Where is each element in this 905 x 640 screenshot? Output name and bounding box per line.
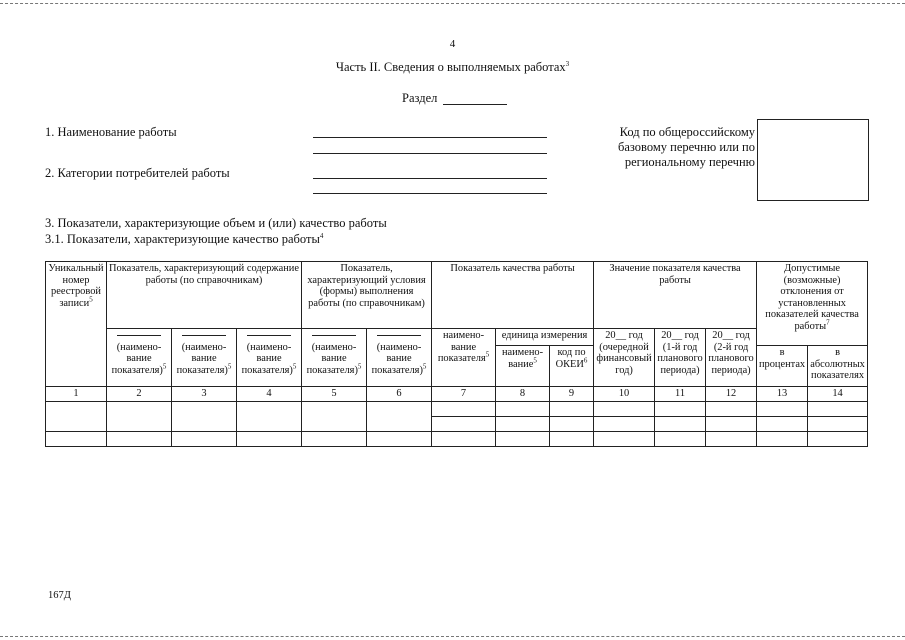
top-dashed-border: [0, 3, 905, 4]
table-cell[interactable]: [172, 401, 237, 431]
bottom-dashed-border: [0, 636, 905, 637]
subheader-deviation-percent: [757, 346, 808, 387]
header-quality-value: [594, 262, 757, 329]
consumers-text: 2. Категории потребителей работы: [45, 166, 230, 180]
column-number: 3: [172, 387, 237, 402]
header-unique-footnote: 5: [89, 295, 93, 304]
subheader-name-footnote: 5: [422, 362, 427, 371]
data-row: [46, 431, 868, 446]
page-number-text: 4: [449, 38, 456, 50]
column-number: 2: [107, 387, 172, 402]
subheader-name-text: (наимено- вание показателя): [306, 341, 358, 376]
code-box-line-1: Код по общероссийскому: [619, 125, 755, 139]
table-cell[interactable]: [46, 401, 107, 431]
column-number: 10: [594, 387, 655, 402]
header-value-text: Значение показателя качества работы: [609, 263, 741, 286]
column-number: 14: [808, 387, 868, 402]
column-number-row: [46, 387, 868, 402]
table-cell[interactable]: [706, 401, 757, 416]
table-cell[interactable]: [367, 431, 432, 446]
section-label-text: Раздел: [402, 91, 438, 105]
table-cell[interactable]: [550, 401, 594, 416]
blank-line: [377, 334, 421, 336]
section-label: [402, 91, 437, 106]
table-cell[interactable]: [237, 401, 302, 431]
table-cell[interactable]: [594, 431, 655, 446]
blank-line: [312, 334, 356, 336]
header-content-text: Показатель, характеризующий содержание работы (по справочникам): [109, 263, 299, 286]
table-cell[interactable]: [302, 431, 367, 446]
table-cell[interactable]: [594, 416, 655, 431]
subheader-name-text: (наимено- вание показателя): [241, 341, 293, 376]
subheader-absolute-text: в абсолютных показателях: [810, 347, 865, 381]
table-cell[interactable]: [808, 416, 868, 431]
subheader-name-text: (наимено- вание показателя): [371, 341, 423, 376]
subheader-name-footnote: 5: [292, 362, 297, 371]
subheader-name-text: (наимено- вание показателя): [111, 341, 163, 376]
quality-indicators-table: [45, 261, 868, 447]
blank-line: [117, 334, 161, 336]
header-deviation-footnote: 7: [826, 318, 830, 327]
subheader-unit-name-footnote: 5: [533, 356, 537, 365]
subheader-okei: [550, 346, 594, 387]
consumers-label: [45, 166, 230, 181]
form-code-text: 167Д: [48, 590, 71, 601]
column-number: 7: [432, 387, 496, 402]
subheader-quality-name-text: наимено- вание показателя: [437, 330, 486, 364]
subheader-quality-name-footnote: 5: [485, 350, 490, 359]
consumers-line-1[interactable]: [313, 178, 547, 179]
header-row-2: [46, 329, 868, 346]
code-box-line-2: базовому перечню или по: [618, 140, 755, 154]
table-cell[interactable]: [432, 431, 496, 446]
header-unique-text: Уникальный номер реестровой записи: [48, 263, 104, 309]
header-conditions-indicator: [302, 262, 432, 329]
code-box-label: [590, 125, 755, 170]
column-number: 12: [706, 387, 757, 402]
subheader-year-3-text: 20__ год (2-й год планового периода): [708, 330, 754, 376]
blank-line: [247, 334, 291, 336]
header-unique-number: [46, 262, 107, 387]
column-number: 13: [757, 387, 808, 402]
column-number: 1: [46, 387, 107, 402]
subheader-content-name-1: [107, 329, 172, 387]
table-cell[interactable]: [172, 431, 237, 446]
table-cell[interactable]: [432, 401, 496, 416]
table-cell[interactable]: [107, 401, 172, 431]
consumers-line-2[interactable]: [313, 193, 547, 194]
part-title: [0, 60, 905, 75]
section31-heading: [45, 232, 323, 247]
work-name-line-1[interactable]: [313, 137, 547, 138]
table-cell[interactable]: [655, 401, 706, 416]
table-cell[interactable]: [706, 416, 757, 431]
subheader-quality-name: [432, 329, 496, 387]
subheader-deviation-absolute: [808, 346, 868, 387]
subheader-name-text: (наимено- вание показателя): [176, 341, 228, 376]
table-cell[interactable]: [237, 431, 302, 446]
table-cell[interactable]: [367, 401, 432, 431]
section-line: [443, 104, 507, 105]
table-cell[interactable]: [496, 431, 550, 446]
header-deviation: [757, 262, 868, 346]
table-cell[interactable]: [808, 431, 868, 446]
column-number: 6: [367, 387, 432, 402]
subheader-unit-name-text: наимено- вание: [501, 347, 544, 370]
subheader-year-2-text: 20__ год (1-й год планового периода): [657, 330, 703, 376]
subheader-year-3: [706, 329, 757, 387]
header-conditions-text: Показатель, характеризующий условия (формы) выполнения работы (по справочникам): [307, 263, 426, 309]
header-deviation-text: Допустимые (возможные) отклонения от установленных показателей качества работы: [765, 263, 859, 332]
column-number: 11: [655, 387, 706, 402]
section31-text: 3.1. Показатели, характеризующие качество работы: [45, 232, 320, 246]
section3-heading: [45, 216, 387, 231]
subheader-name-footnote: 5: [227, 362, 232, 371]
header-quality-indicator: [432, 262, 594, 329]
data-row: [46, 401, 868, 416]
page-number: [0, 38, 905, 50]
table-cell[interactable]: [808, 401, 868, 416]
column-number: 4: [237, 387, 302, 402]
subheader-name-footnote: 5: [162, 362, 167, 371]
subheader-unit-text: единица измерения: [501, 330, 588, 341]
table-cell[interactable]: [706, 431, 757, 446]
form-code: [48, 590, 71, 601]
section31-footnote: 4: [319, 231, 324, 240]
subheader-year-1-text: 20__ год (очередной финансовый год): [596, 330, 652, 376]
column-number: 9: [550, 387, 594, 402]
table-cell[interactable]: [757, 416, 808, 431]
header-row-1: [46, 262, 868, 329]
part-title-footnote: 3: [565, 59, 570, 68]
table-cell[interactable]: [550, 416, 594, 431]
table-cell[interactable]: [496, 401, 550, 416]
subheader-percent-text: в процентах: [758, 347, 806, 370]
column-number: 5: [302, 387, 367, 402]
subheader-name-footnote: 5: [357, 362, 362, 371]
table-cell[interactable]: [496, 416, 550, 431]
work-name-text: 1. Наименование работы: [45, 125, 177, 139]
work-name-label: [45, 125, 177, 140]
subheader-unit-name: [496, 346, 550, 387]
table-cell[interactable]: [432, 416, 496, 431]
table-cell[interactable]: [655, 416, 706, 431]
table-cell[interactable]: [757, 431, 808, 446]
column-number: 8: [496, 387, 550, 402]
header-content-indicator: [107, 262, 302, 329]
subheader-okei-footnote: 6: [583, 356, 588, 365]
subheader-okei-text: код по ОКЕИ: [555, 347, 586, 370]
subheader-content-name-3: [237, 329, 302, 387]
table-cell[interactable]: [107, 431, 172, 446]
table-cell[interactable]: [550, 431, 594, 446]
table-cell[interactable]: [46, 431, 107, 446]
table-cell[interactable]: [302, 401, 367, 431]
code-box[interactable]: [757, 119, 869, 201]
subheader-unit: [496, 329, 594, 346]
work-name-line-2[interactable]: [313, 153, 547, 154]
part-title-text: Часть II. Сведения о выполняемых работах: [335, 60, 566, 74]
subheader-conditions-name-2: [367, 329, 432, 387]
subheader-year-1: [594, 329, 655, 387]
section3-text: 3. Показатели, характеризующие объем и (или) качество работы: [45, 216, 387, 230]
header-quality-text: Показатель качества работы: [450, 263, 575, 274]
code-box-line-3: региональному перечню: [624, 155, 755, 169]
subheader-year-2: [655, 329, 706, 387]
blank-line: [182, 334, 226, 336]
table-cell[interactable]: [655, 431, 706, 446]
table-cell[interactable]: [594, 401, 655, 416]
subheader-conditions-name-1: [302, 329, 367, 387]
subheader-content-name-2: [172, 329, 237, 387]
table-cell[interactable]: [757, 401, 808, 416]
